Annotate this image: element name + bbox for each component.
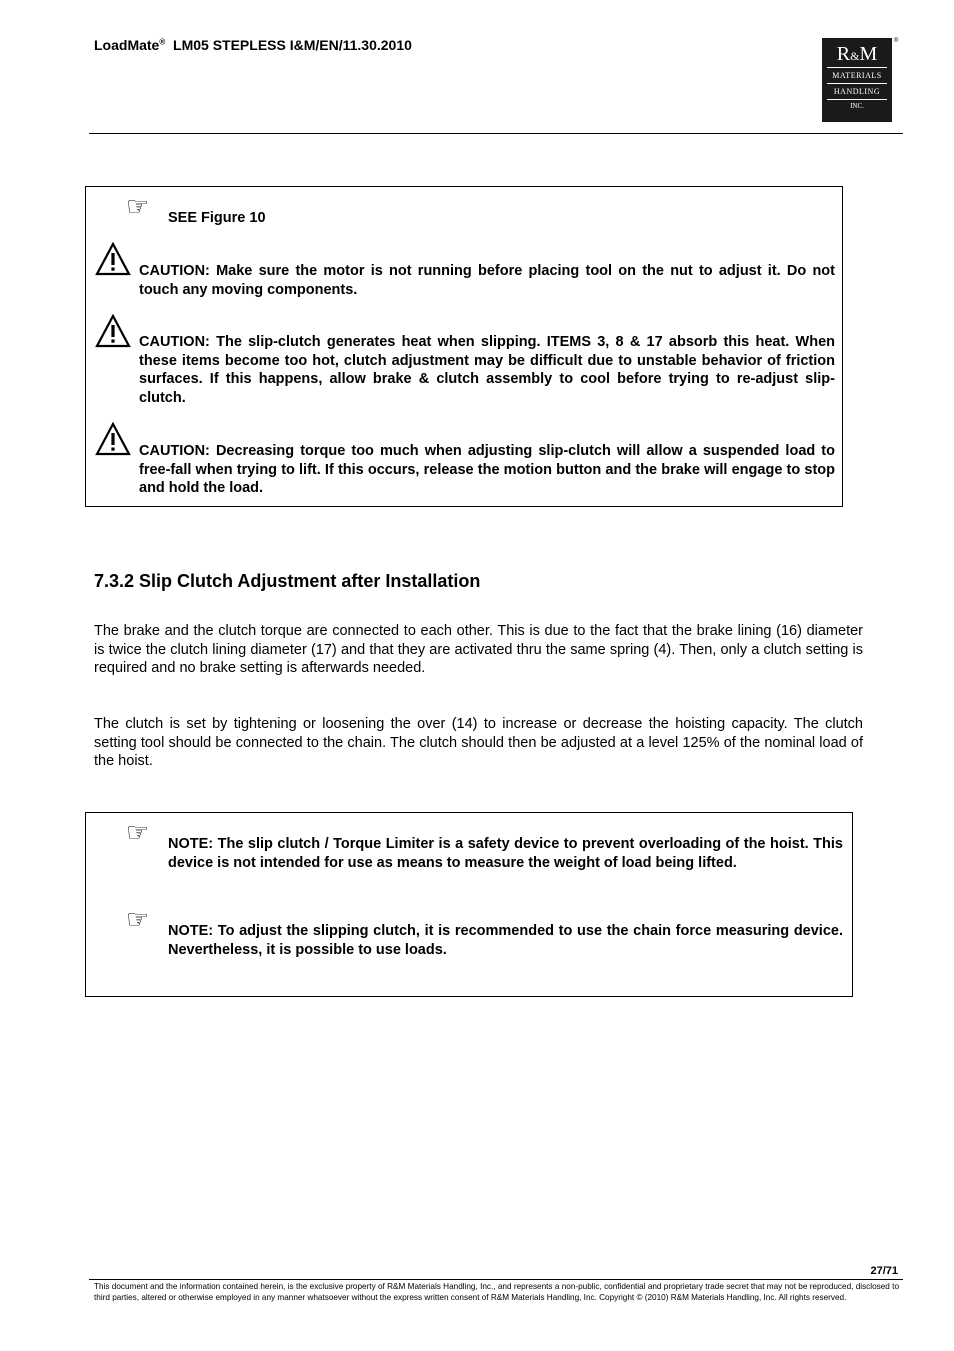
document-header [94,37,412,53]
pointing-hand-icon: ☞ [126,904,150,934]
company-logo: R&M MATERIALS HANDLING INC. [822,38,892,122]
product-name: LoadMate [94,37,160,53]
warning-triangle-icon [95,314,131,348]
document-reference: LM05 STEPLESS I&M/EN/11.30.2010 [173,37,412,53]
section-heading: 7.3.2 Slip Clutch Adjustment after Installation [94,571,481,591]
warning-triangle-icon [95,422,131,456]
caution-text-3: CAUTION: Decreasing torque too much when adjusting slip-clutch will allow a suspended load to free-fall when trying to lift. If this occurs, release the motion button and the brake will engage to stop and hold the load. [139,443,835,496]
logo-registered-mark: ® [894,38,899,44]
page-number: 27/71 [870,1265,898,1277]
pointing-hand-icon: ☞ [126,817,150,847]
caution-text-1: CAUTION: Make sure the motor is not running before placing tool on the nut to adjust it. Do not touch any moving components. [139,263,835,298]
caution-text-2: CAUTION: The slip-clutch generates heat when slipping. ITEMS 3, 8 & 17 absorb this heat. When these items become too hot, clutch adjustment may be difficult due to unstable behavior of friction surfaces. If this happens, allow brake & clutch assembly to cool before trying to re-adjust slip-clutch. [139,334,835,406]
note-text-2: NOTE: To adjust the slipping clutch, it is recommended to use the chain force measuring device. Nevertheless, it is possible to use loads. [168,923,843,958]
see-figure-note: SEE Figure 10 [168,210,266,226]
legal-notice: This document and the information contained herein, is the exclusive property of R&M Materials Handling, Inc., and represents a non-public, confidential and proprietary trade secret that may not be reproduced, disclosed to third parties, altered or otherwise employed in any manner whatsoever without the express written consent of R&M Materials Handling, Inc. Copyright © (2010) R&M Materials Handling, Inc. All rights reserved. [94,1282,899,1302]
pointing-hand-icon: ☞ [126,191,150,221]
note-text-1: NOTE: The slip clutch / Torque Limiter is a safety device to prevent overloading of the hoist. This device is not intended for use as means to measure the weight of load being lifted. [168,836,843,871]
footer-divider [89,1279,903,1280]
body-paragraph-1: The brake and the clutch torque are connected to each other. This is due to the fact that the brake lining (16) diameter is twice the clutch lining diameter (17) and that they are activated thru the same spring (4). Then, only a clutch setting is required and no brake setting is afterwards needed. [94,623,863,676]
body-paragraph-2: The clutch is set by tightening or loosening the over (14) to increase or decrease the hoisting capacity. The clutch setting tool should be connected to the chain. The clutch should then be adjusted at a level 125% of the nominal load of the hoist. [94,716,863,769]
warning-triangle-icon [95,242,131,276]
header-divider [89,133,903,134]
registered-mark: ® [159,37,166,47]
